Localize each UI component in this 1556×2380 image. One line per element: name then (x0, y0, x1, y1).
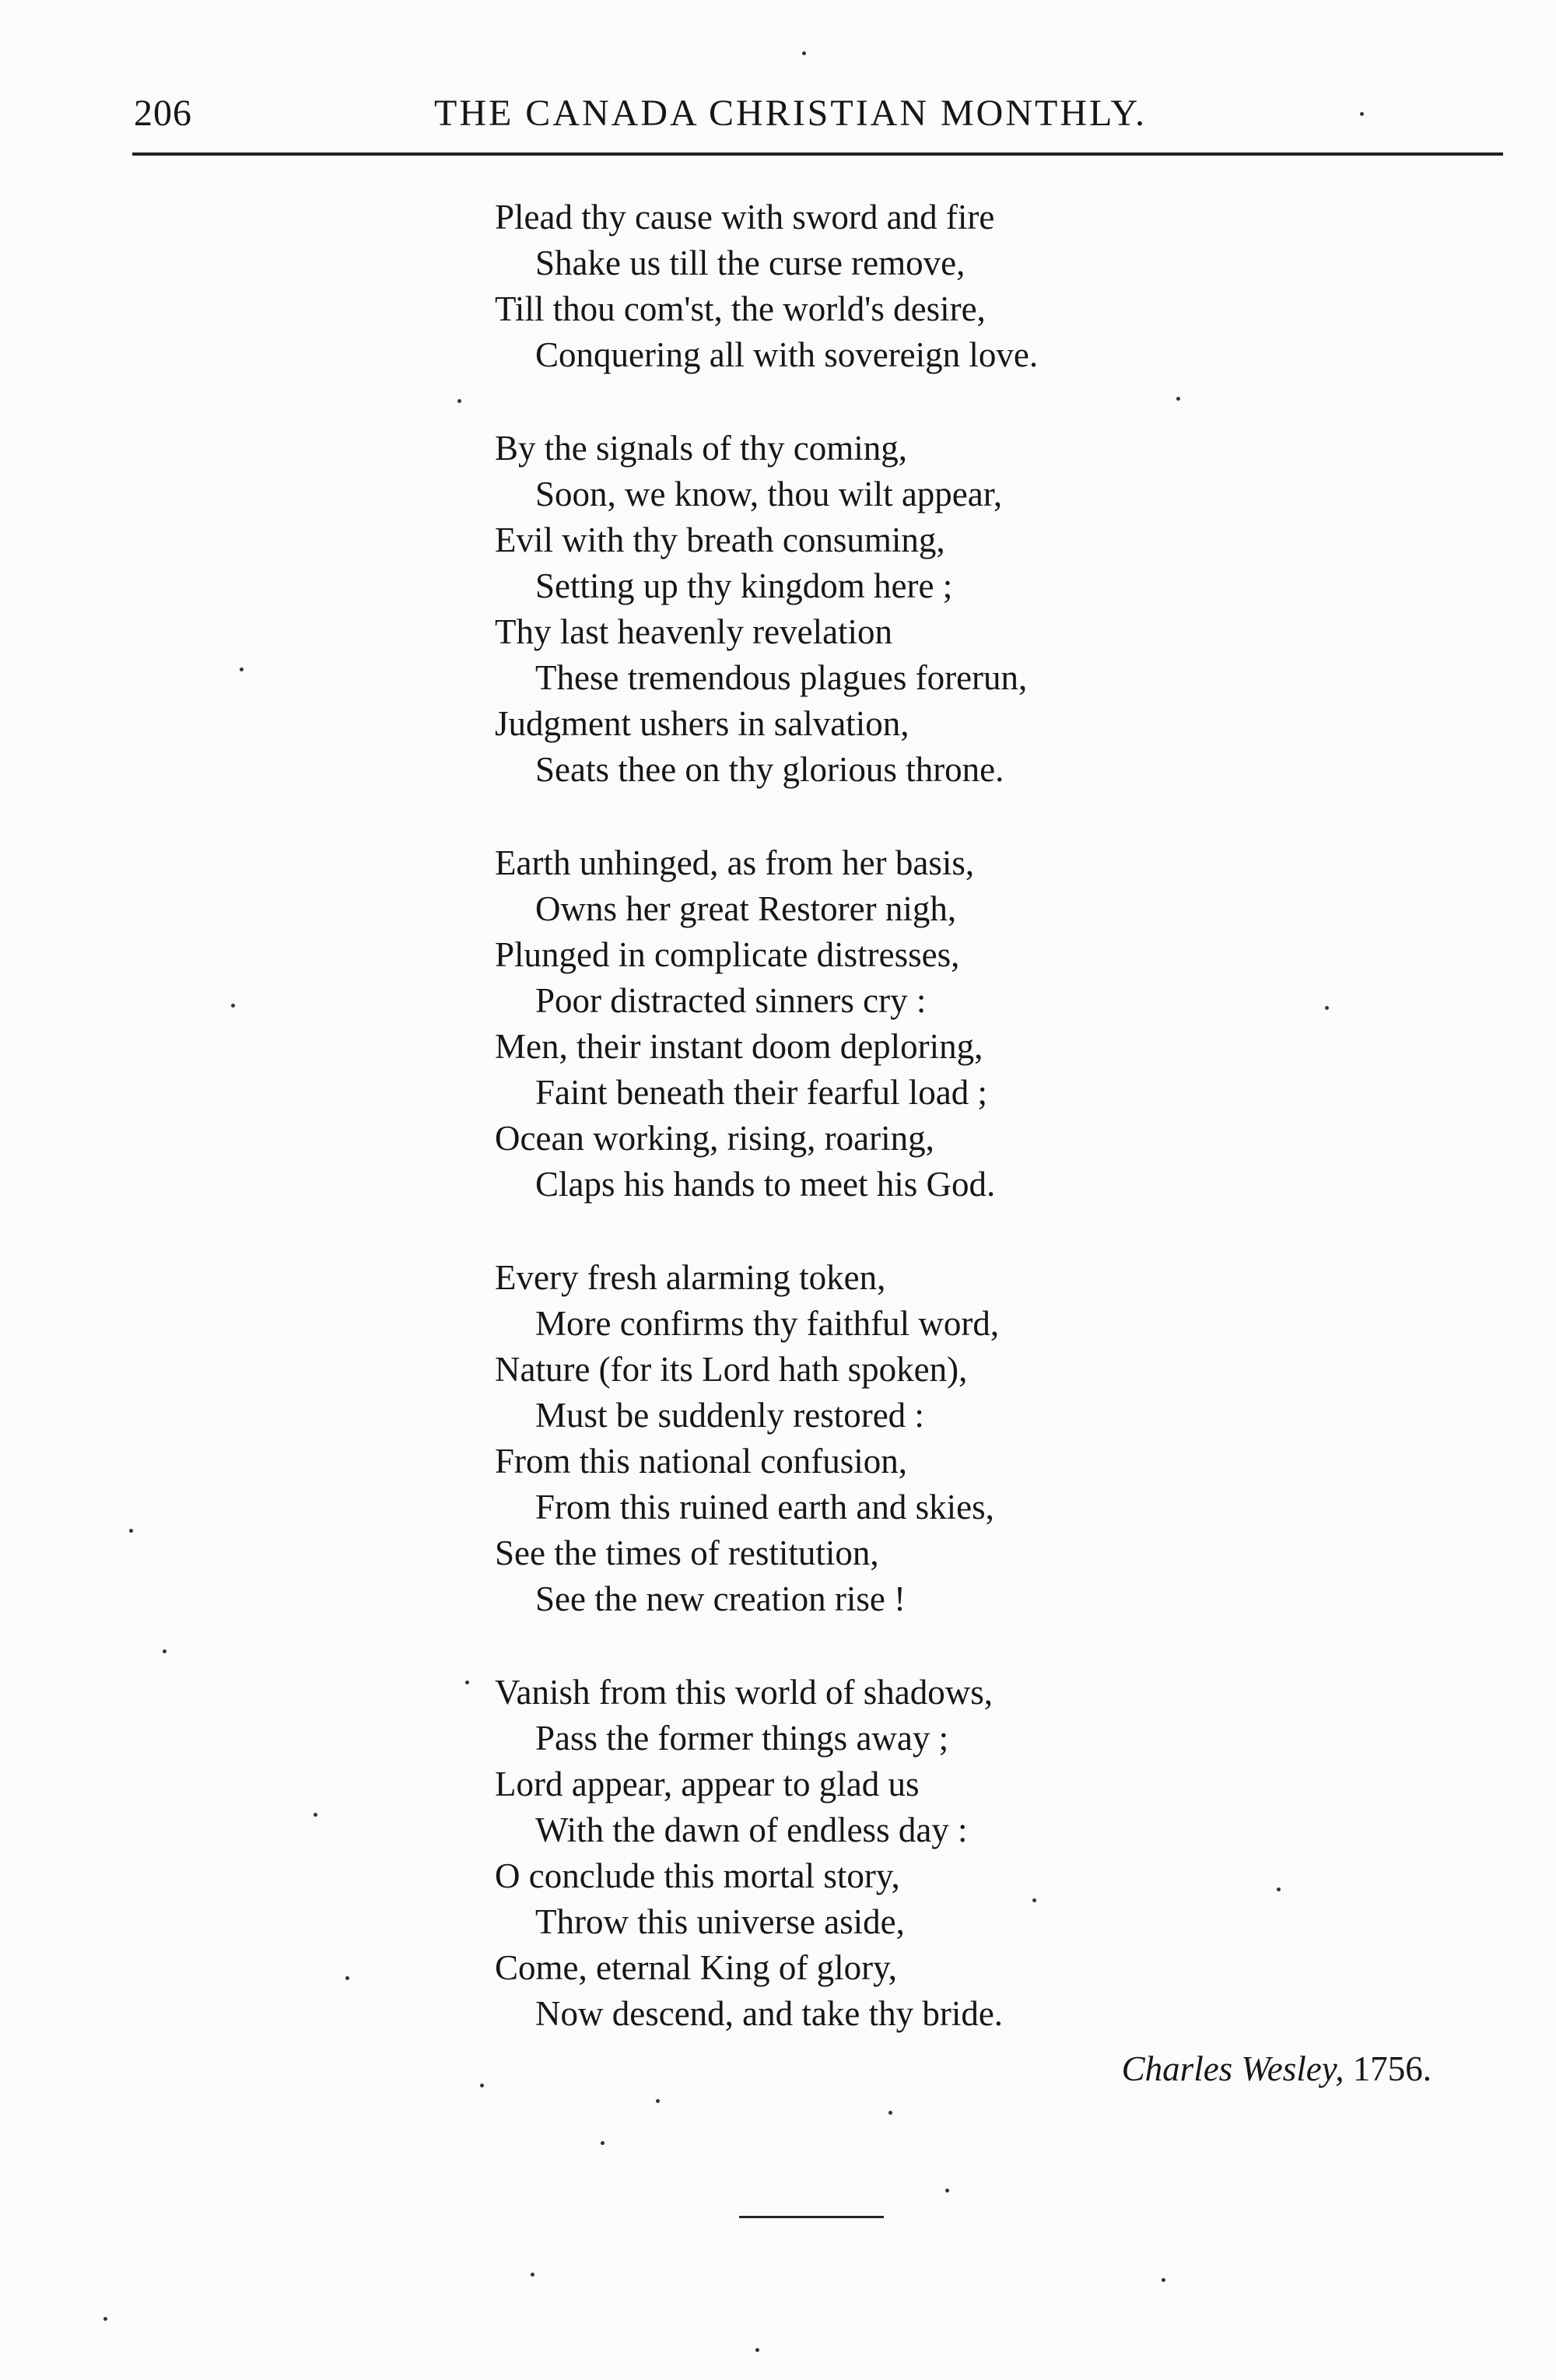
poem-line: Seats thee on thy glorious throne. (535, 750, 1004, 789)
poem-line: With the dawn of endless day : (535, 1810, 968, 1849)
poem-line: Owns her great Restorer nigh, (535, 889, 957, 928)
scan-speck (240, 668, 244, 671)
scan-speck (103, 2317, 107, 2321)
closing-rule (739, 2216, 884, 2218)
poem-line: Lord appear, appear to glad us (495, 1765, 920, 1803)
poem-line: Soon, we know, thou wilt appear, (535, 475, 1003, 514)
page-number: 206 (134, 93, 192, 134)
poem-line: See the times of restitution, (495, 1534, 879, 1572)
scan-speck (755, 2348, 759, 2352)
scan-speck (1162, 2278, 1165, 2282)
poem-line: See the new creation rise ! (535, 1579, 906, 1618)
poem-line: From this national confusion, (495, 1442, 907, 1481)
poem-line: Men, their instant doom deploring, (495, 1027, 983, 1066)
scan-speck (480, 2084, 484, 2087)
author-name: Charles Wesley, (1121, 2049, 1344, 2088)
poem-line: Vanish from this world of shadows, (495, 1673, 993, 1712)
poem-line: Plunged in complicate distresses, (495, 935, 960, 974)
poem-line: Till thou com'st, the world's desire, (495, 289, 986, 328)
poem-line: Claps his hands to meet his God. (535, 1165, 996, 1204)
scan-speck (1360, 112, 1364, 116)
poem-year: 1756. (1352, 2049, 1432, 2088)
poem-line: From this ruined earth and skies, (535, 1488, 994, 1526)
poem-line: Earth unhinged, as from her basis, (495, 843, 975, 882)
poem-line: Nature (for its Lord hath spoken), (495, 1350, 968, 1389)
scan-speck (656, 2099, 660, 2103)
poem-line: Shake us till the curse remove, (535, 244, 965, 282)
poem-line: Ocean working, rising, roaring, (495, 1119, 934, 1158)
stanza (495, 840, 1428, 1208)
poem-line: Come, eternal King of glory, (495, 1948, 897, 1987)
stanza (495, 1670, 1428, 2037)
scan-speck (163, 1649, 166, 1653)
scan-speck (1032, 1898, 1036, 1902)
scan-speck (345, 1976, 349, 1980)
scan-speck (888, 2111, 892, 2115)
poem-line: These tremendous plagues forerun, (535, 658, 1028, 697)
scan-speck (1325, 1006, 1329, 1010)
poem-line: Every fresh alarming token, (495, 1258, 886, 1297)
attribution (1122, 2049, 1432, 2089)
poem-line: Thy last heavenly revelation (495, 612, 893, 651)
stanza (495, 1255, 1428, 1622)
poem-line: Faint beneath their fearful load ; (535, 1073, 988, 1112)
poem-line: Setting up thy kingdom here ; (535, 566, 953, 605)
running-title: THE CANADA CHRISTIAN MONTHLY. (434, 93, 1147, 134)
poem-line: More confirms thy faithful word, (535, 1304, 1000, 1343)
poem-line: By the signals of thy coming, (495, 429, 907, 468)
poem-line: Judgment ushers in salvation, (495, 704, 909, 743)
scan-speck (802, 51, 806, 55)
poem-line: Must be suddenly restored : (535, 1396, 924, 1435)
poem-line: Evil with thy breath consuming, (495, 521, 945, 559)
poem-line: Throw this universe aside, (535, 1902, 905, 1941)
poem (495, 195, 1428, 2084)
scan-speck (314, 1813, 317, 1817)
scan-speck (1277, 1888, 1281, 1891)
scan-speck (457, 399, 461, 403)
poem-line: Conquering all with sovereign love. (535, 335, 1039, 374)
scan-speck (231, 1004, 235, 1008)
header-rule (132, 152, 1503, 156)
poem-line: Plead thy cause with sword and fire (495, 198, 995, 237)
scan-speck (601, 2141, 605, 2145)
poem-line: Now descend, and take thy bride. (535, 1994, 1004, 2033)
stanza (495, 195, 1428, 378)
running-header (132, 92, 1502, 138)
poem-line: Pass the former things away ; (535, 1719, 949, 1758)
scan-speck (531, 2273, 534, 2277)
scan-speck (465, 1681, 469, 1684)
poem-line: O conclude this mortal story, (495, 1856, 900, 1895)
scan-speck (945, 2189, 949, 2192)
scan-speck (129, 1529, 133, 1533)
stanza (495, 426, 1428, 793)
scan-speck (1176, 397, 1180, 401)
poem-line: Poor distracted sinners cry : (535, 981, 927, 1020)
